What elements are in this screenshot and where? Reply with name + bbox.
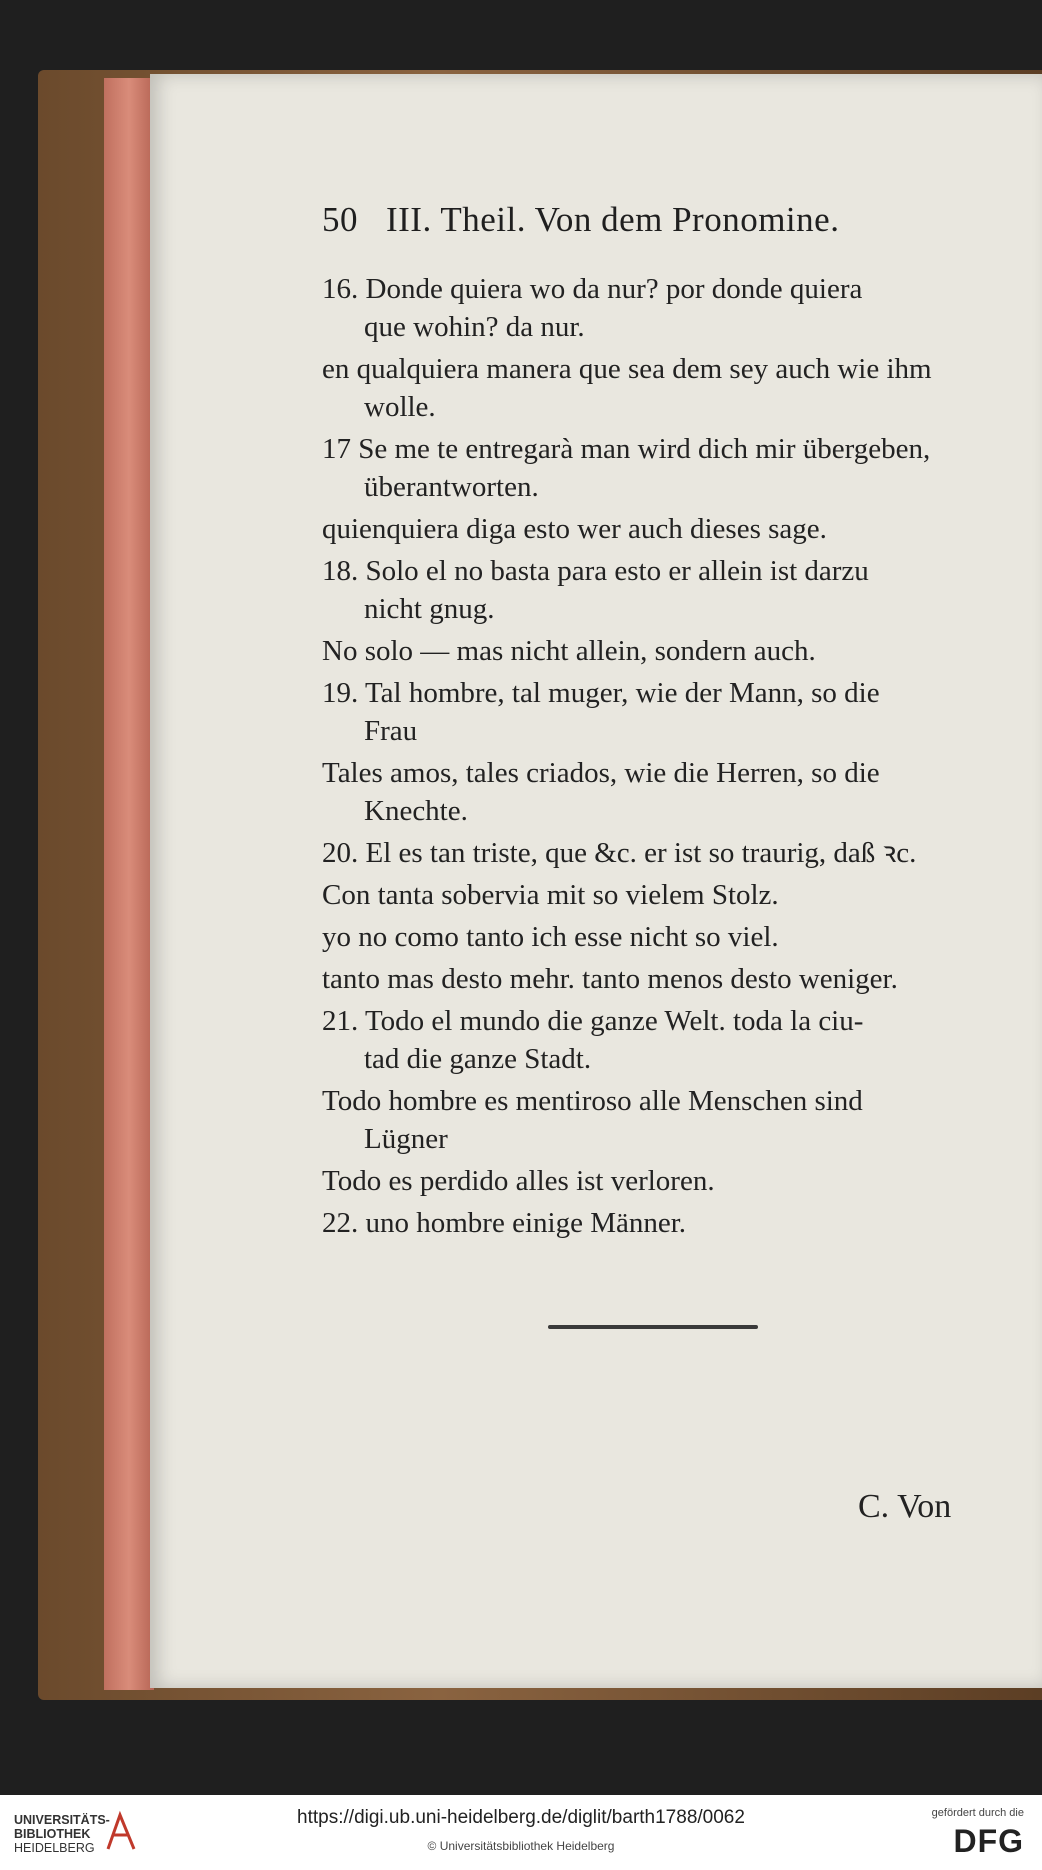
text-line: quienquiera diga esto wer auch dieses sage. (322, 513, 827, 545)
catchword: C. Von (858, 1488, 952, 1525)
text-line: yo no como tanto ich esse nicht so viel. (322, 921, 779, 953)
library-line-1: UNIVERSITÄTS- (14, 1813, 110, 1827)
text-line: 19. Tal hombre, tal muger, wie der Mann, so die (322, 677, 880, 709)
running-title: III. Theil. Von dem Pronomine. (386, 200, 840, 239)
viewer-footer (0, 1795, 1042, 1870)
page-number: 50 (322, 200, 358, 239)
dfg-logo[interactable]: DFG (953, 1823, 1024, 1859)
document-url[interactable]: https://digi.ub.uni-heidelberg.de/diglit/barth1788/0062 (297, 1807, 745, 1828)
text-line: Con tanta sobervia mit so vielem Stolz. (322, 879, 779, 911)
page-edge (104, 78, 154, 1690)
text-line: Frau (364, 715, 418, 747)
text-line: tanto mas desto mehr. tanto menos desto weniger. (322, 963, 898, 995)
text-line: nicht gnug. (364, 593, 495, 625)
text-line: en qualquiera manera que sea dem sey auch wie ihm (322, 353, 932, 385)
text-line: 16. Donde quiera wo da nur? por donde quiera (322, 273, 863, 305)
text-line: 22. uno hombre einige Männer. (322, 1207, 687, 1239)
text-line: Lügner (364, 1123, 448, 1155)
text-line: Tales amos, tales criados, wie die Herren, so die (322, 757, 880, 789)
library-line-2: BIBLIOTHEK (14, 1827, 91, 1841)
text-line: Todo es perdido alles ist verloren. (322, 1165, 715, 1197)
library-line-3: HEIDELBERG (14, 1841, 95, 1855)
text-line: Todo hombre es mentiroso alle Menschen sind (322, 1085, 863, 1117)
text-line: 17 Se me te entregarà man wird dich mir übergeben, (322, 433, 931, 465)
funder-note: gefördert durch die (931, 1807, 1024, 1819)
section-rule (548, 1325, 758, 1329)
copyright-notice: © Universitätsbibliothek Heidelberg (427, 1839, 615, 1853)
text-line: 20. El es tan triste, que &c. er ist so traurig, daß ꝛc. (322, 837, 917, 869)
page-header (322, 200, 1022, 250)
text-line: que wohin? da nur. (364, 311, 585, 343)
text-line: No solo — mas nicht allein, sondern auch. (322, 635, 816, 667)
text-line: tad die ganze Stadt. (364, 1043, 592, 1075)
text-line: wolle. (364, 391, 436, 423)
text-line: überantworten. (364, 471, 539, 503)
text-line: Knechte. (364, 795, 468, 827)
text-line: 18. Solo el no basta para esto er allein ist darzu (322, 555, 869, 587)
page-text (322, 266, 1002, 1242)
text-line: 21. Todo el mundo die ganze Welt. toda la ciu- (322, 1005, 864, 1037)
